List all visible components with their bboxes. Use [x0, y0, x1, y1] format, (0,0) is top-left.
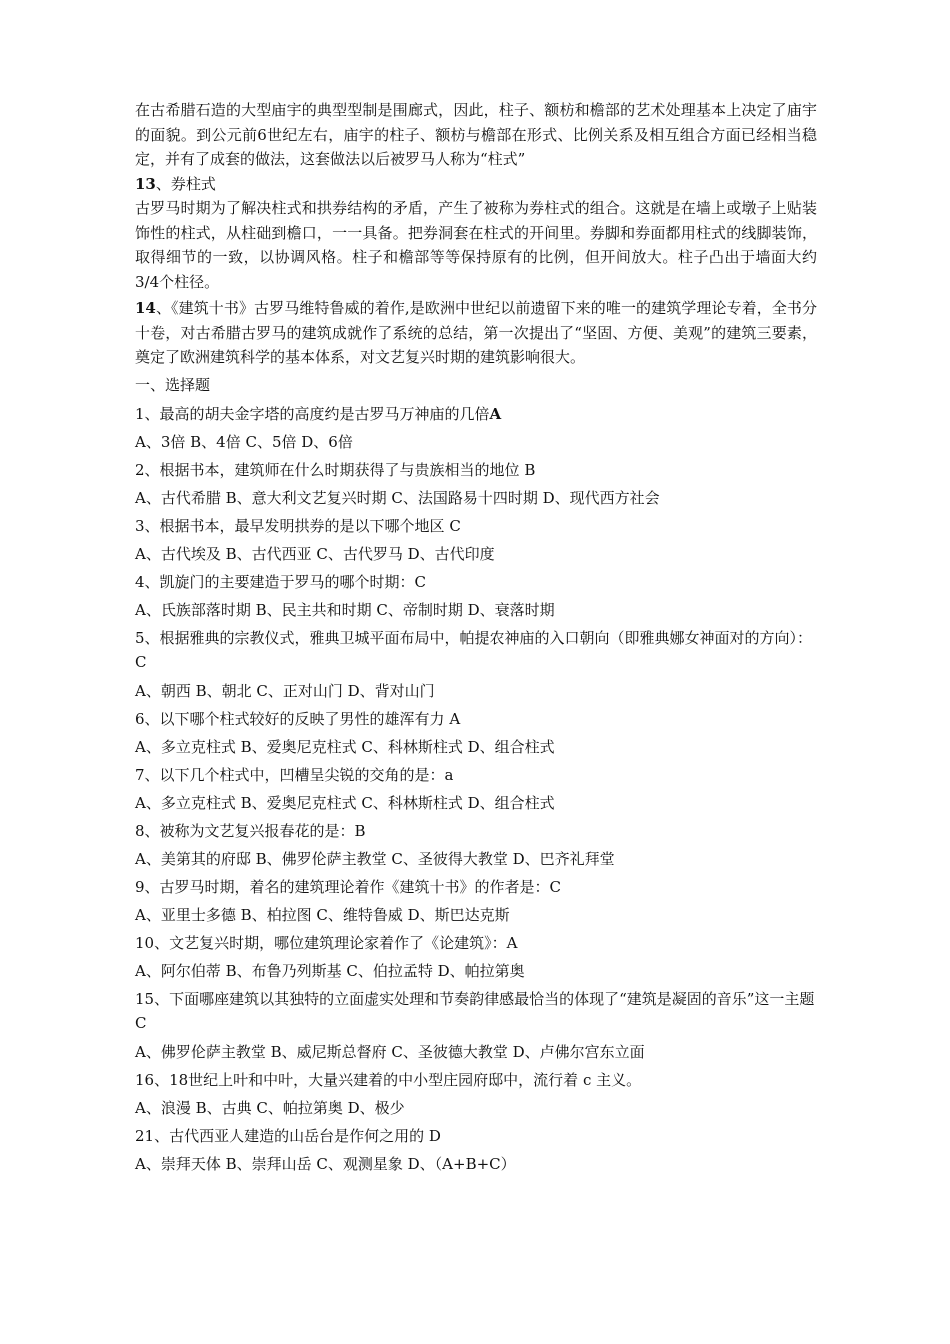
- heading-13-title: 、券柱式: [155, 174, 216, 193]
- options-4: A、氏族部落时期 B、民主共和时期 C、帝制时期 D、衰落时期: [135, 600, 555, 619]
- options-5: A、朝西 B、朝北 C、正对山门 D、背对山门: [135, 681, 435, 700]
- paragraph-14-text: 、《建筑十书》古罗马维特鲁威的着作,是欧洲中世纪以前遗留下来的唯一的建筑学理论专着，全书分十卷，对古希腊古罗马的建筑成就作了系统的总结，第一次提出了“坚固、方便、美观”的建筑三要素，奠定了欧洲建筑科学的基本体系，对文艺复兴时期的建筑影响很大。: [135, 299, 817, 366]
- paragraph-14: [135, 296, 817, 370]
- paragraph-13: 古罗马时期为了解决柱式和拱券结构的矛盾，产生了被称为券柱式的组合。这就是在墙上或墩子上贴装饰性的柱式，从柱础到檐口，一一具备。把券洞套在柱式的开间里。券脚和券面都用柱式的线脚装饰，取得细节的一致，以协调风格。柱子和檐部等等保持原有的比例，但开间放大。柱子凸出于墙面大约3/4个柱径。: [135, 199, 817, 291]
- question-10: 10、文艺复兴时期，哪位建筑理论家着作了《论建筑》：A: [135, 933, 518, 952]
- heading-13: [135, 172, 817, 197]
- options-2: A、古代希腊 B、意大利文艺复兴时期 C、法国路易十四时期 D、现代西方社会: [135, 488, 660, 507]
- question-2: 2、根据书本，建筑师在什么时期获得了与贵族相当的地位 B: [135, 460, 536, 479]
- intro-paragraph: 在古希腊石造的大型庙宇的典型型制是围廊式，因此，柱子、额枋和檐部的艺术处理基本上决定了庙宇的面貌。到公元前6世纪左右，庙宇的柱子、额枋与檐部在形式、比例关系及相互组合方面已经相当稳定，并有了成套的做法，这套做法以后被罗马人称为“柱式”: [135, 101, 817, 168]
- options-3: A、古代埃及 B、古代西亚 C、古代罗马 D、古代印度: [135, 544, 495, 563]
- question-1: [135, 400, 817, 428]
- paragraph-14-number: 14: [135, 299, 156, 317]
- options-7: A、多立克柱式 B、爱奥尼克柱式 C、科林斯柱式 D、组合柱式: [135, 793, 555, 812]
- heading-13-number: 13: [135, 174, 156, 193]
- question-1-text: 1、最高的胡夫金字塔的高度约是古罗马万神庙的几倍: [135, 404, 490, 423]
- options-16: A、浪漫 B、古典 C、帕拉第奥 D、极少: [135, 1098, 405, 1117]
- question-5: 5、根据雅典的宗教仪式，雅典卫城平面布局中，帕提农神庙的入口朝向（即雅典娜女神面对的方向）：C: [135, 628, 813, 671]
- options-21: A、崇拜天体 B、崇拜山岳 C、观测星象 D、（A+B+C）: [135, 1154, 516, 1173]
- options-1: A、3倍 B、4倍 C、5倍 D、6倍: [135, 432, 353, 451]
- options-8: A、美第其的府邸 B、佛罗伦萨主教堂 C、圣彼得大教堂 D、巴齐礼拜堂: [135, 849, 615, 868]
- options-9: A、亚里士多德 B、柏拉图 C、维特鲁威 D、斯巴达克斯: [135, 905, 510, 924]
- question-3: 3、根据书本，最早发明拱券的是以下哪个地区 C: [135, 516, 461, 535]
- question-16: 16、18世纪上叶和中叶，大量兴建着的中小型庄园府邸中，流行着 c 主义。: [135, 1070, 642, 1089]
- document-page: [135, 98, 817, 1178]
- question-1-answer: A: [489, 404, 502, 423]
- options-10: A、阿尔伯蒂 B、布鲁乃列斯基 C、伯拉孟特 D、帕拉第奥: [135, 961, 525, 980]
- question-8: 8、被称为文艺复兴报春花的是：B: [135, 821, 366, 840]
- question-4: 4、凯旋门的主要建造于罗马的哪个时期：C: [135, 572, 427, 591]
- question-9: 9、古罗马时期，着名的建筑理论着作《建筑十书》的作者是：C: [135, 877, 562, 896]
- options-15: A、佛罗伦萨主教堂 B、威尼斯总督府 C、圣彼德大教堂 D、卢佛尔宫东立面: [135, 1042, 645, 1061]
- section-heading: 一、选择题: [135, 375, 211, 394]
- question-list: [135, 400, 817, 1178]
- question-21: 21、古代西亚人建造的山岳台是作何之用的 D: [135, 1126, 441, 1145]
- question-7: 7、以下几个柱式中，凹槽呈尖锐的交角的是：a: [135, 765, 454, 784]
- options-6: A、多立克柱式 B、爱奥尼克柱式 C、科林斯柱式 D、组合柱式: [135, 737, 555, 756]
- question-15: 15、下面哪座建筑以其独特的立面虚实处理和节奏韵律感最恰当的体现了“建筑是凝固的音乐”这一主题 C: [135, 989, 815, 1032]
- question-6: 6、以下哪个柱式较好的反映了男性的雄浑有力 A: [135, 709, 461, 728]
